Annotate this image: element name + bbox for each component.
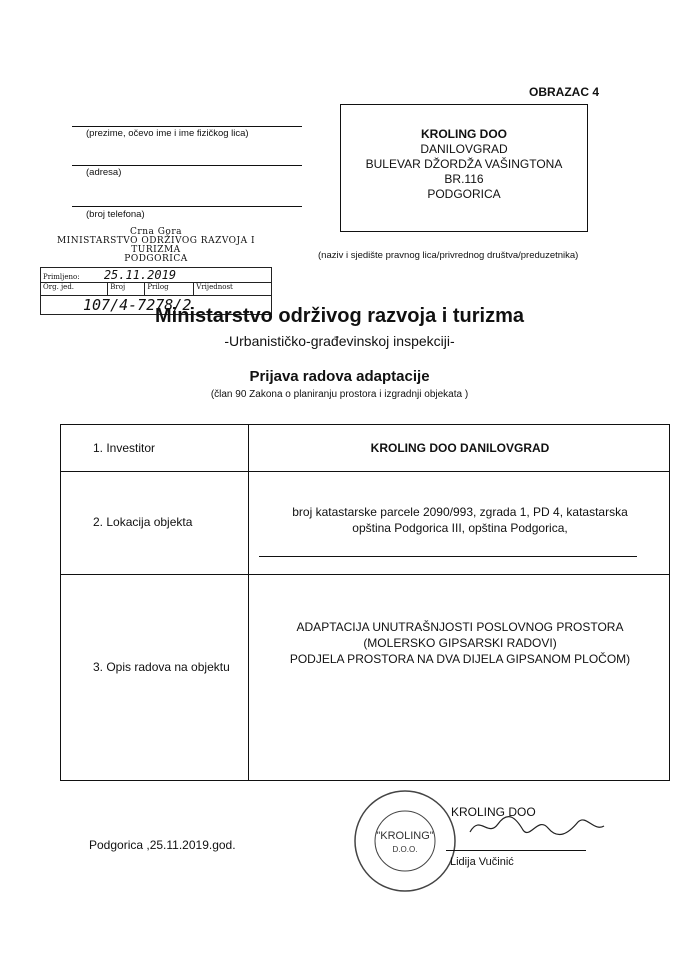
table-row-location xyxy=(61,472,669,575)
form-code: OBRAZAC 4 xyxy=(528,85,599,99)
applicant-name-label: (prezime, očevo ime i ime fizičkog lica) xyxy=(86,128,249,139)
recipient-line-company: KROLING DOO xyxy=(421,127,507,141)
stamp-city: PODGORICA xyxy=(124,254,188,264)
location-value-line2: opština Podgorica III, opština Podgorica, xyxy=(352,521,568,535)
recipient-note: (naziv i sjedište pravnog lica/privrednog društva/preduzetnika) xyxy=(318,250,579,261)
stamp-col-org: Org. jed. xyxy=(41,283,108,296)
investor-label: 1. Investitor xyxy=(93,441,156,455)
company-seal xyxy=(350,786,460,896)
location-value-line1: broj katastarske parcele 2090/993, zgrada 1, PD 4, katastarska xyxy=(292,505,628,519)
applicant-phone-line xyxy=(72,206,302,207)
document-subtitle: (član 90 Zakona o planiranju prostora i izgradnji objekata ) xyxy=(210,389,469,400)
seal-center-text: "KROLING" xyxy=(376,830,434,842)
investor-value: KROLING DOO DANILOVGRAD xyxy=(370,441,550,455)
handwritten-signature xyxy=(468,810,608,840)
description-line1: ADAPTACIJA UNUTRAŠNJOSTI POSLOVNOG PROSTORA xyxy=(296,620,624,634)
location-label: 2. Lokacija objekta xyxy=(93,515,193,529)
stamp-received-cell xyxy=(41,268,272,283)
seal-sub-text: D.O.O. xyxy=(392,845,418,854)
applicant-phone-label: (broj telefona) xyxy=(86,209,145,220)
recipient-line-town: PODGORICA xyxy=(427,187,501,201)
recipient-line-number: BR.116 xyxy=(444,172,484,186)
applicant-name-line xyxy=(72,126,302,127)
location-underline xyxy=(259,556,637,557)
description-label: 3. Opis radova na objektu xyxy=(93,660,230,674)
signatory-name: Lidija Vučinić xyxy=(450,856,514,868)
department-title: -Urbanističko-građevinskoj inspekciji- xyxy=(224,333,455,349)
stamp-received-label: Primljeno: xyxy=(43,273,80,281)
recipient-line-city: DANILOVGRAD xyxy=(420,142,508,156)
applicant-address-line xyxy=(72,165,302,166)
works-table xyxy=(60,424,670,781)
recipient-line-street: BULEVAR DŽORDŽA VAŠINGTONA xyxy=(365,157,563,171)
reception-stamp xyxy=(40,228,272,315)
applicant-address-label: (adresa) xyxy=(86,167,122,178)
signature-company: KROLING DOO xyxy=(451,805,536,819)
recipient-box xyxy=(340,104,588,232)
place-and-date: Podgorica ,25.11.2019.god. xyxy=(89,838,236,852)
table-row-description xyxy=(61,575,669,780)
stamp-received-date: 25.11.2019 xyxy=(103,268,177,282)
description-line2: (MOLERSKO GIPSARSKI RADOVI) xyxy=(363,636,557,650)
ministry-title: Ministarstvo održivog razvoja i turizma xyxy=(155,305,524,327)
signature-line xyxy=(446,850,586,851)
table-row-investor xyxy=(61,425,669,472)
stamp-ministry: MINISTARSTVO ODRŽIVOG RAZVOJA I TURIZMA xyxy=(56,236,256,255)
description-line3: PODJELA PROSTORA NA DVA DIJELA GIPSANOM PLOČOM) xyxy=(289,652,631,666)
document-title: Prijava radova adaptacije xyxy=(249,368,430,385)
stamp-country: Crna Gora xyxy=(130,227,182,237)
stamp-col-value: Vrijednost xyxy=(194,283,272,296)
stamp-number-value: 107/4-7278/2 xyxy=(83,296,192,314)
stamp-col-attachment: Prilog xyxy=(145,283,194,296)
stamp-col-number: Broj xyxy=(108,283,145,296)
